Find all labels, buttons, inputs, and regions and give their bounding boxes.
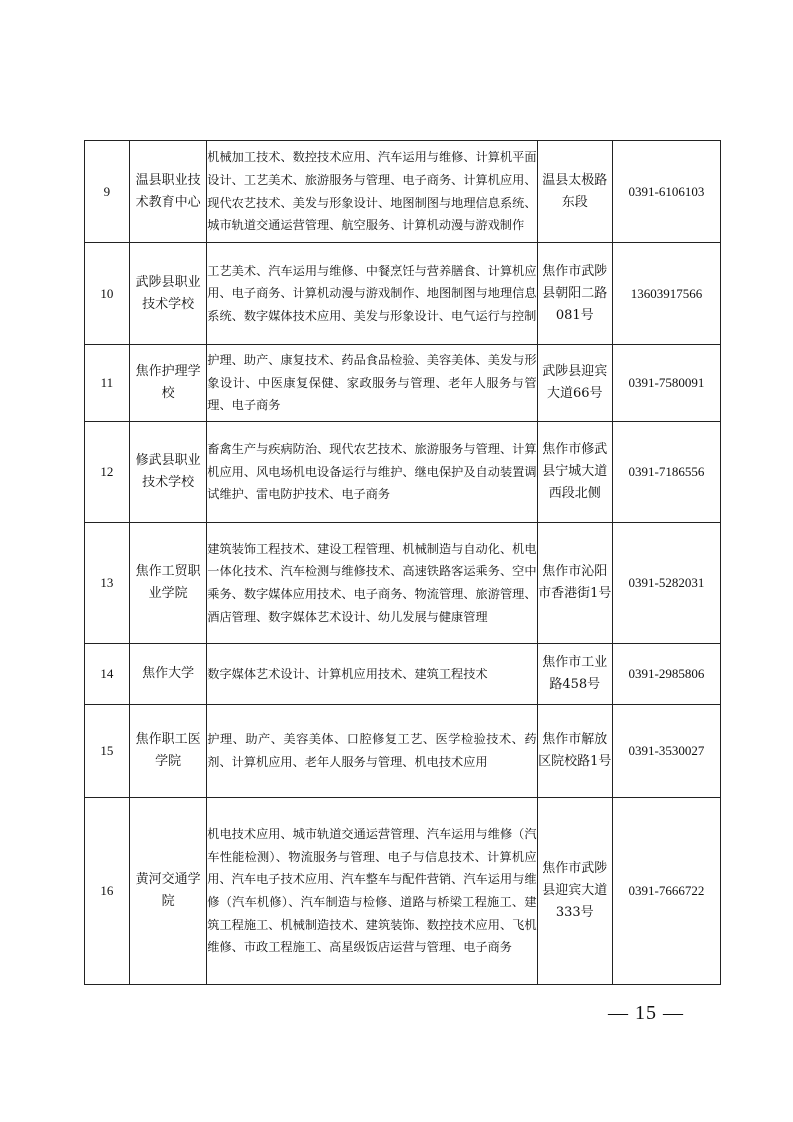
school-name: 焦作护理学校 xyxy=(129,345,206,422)
school-name: 焦作大学 xyxy=(129,644,206,705)
school-phone: 0391-3530027 xyxy=(612,705,720,798)
school-majors: 机电技术应用、城市轨道交通运营管理、汽车运用与维修（汽车性能检测）、物流服务与管理、电子与信息技术、计算机应用、汽车电子技术应用、汽车整车与配件营销、汽车运用与维修（汽车机修）、汽车制造与检修、道路与桥梁工程施工、建筑工程施工、机械制造技术、建筑装饰、数控技术应用、飞机维修、市政工程施工、高星级饭店运营与管理、电子商务 xyxy=(207,798,537,985)
school-majors: 建筑装饰工程技术、建设工程管理、机械制造与自动化、机电一体化技术、汽车检测与维修技术、高速铁路客运乘务、空中乘务、数字媒体应用技术、电子商务、物流管理、旅游管理、酒店管理、数字媒体艺术设计、幼儿发展与健康管理 xyxy=(207,523,537,644)
school-phone: 13603917566 xyxy=(612,243,720,345)
school-address: 焦作市沁阳市香港街1号 xyxy=(537,523,612,644)
row-number: 15 xyxy=(85,705,130,798)
school-majors: 工艺美术、汽车运用与维修、中餐烹饪与营养膳食、计算机应用、电子商务、计算机动漫与游戏制作、地图制图与地理信息系统、数字媒体技术应用、美发与形象设计、电气运行与控制 xyxy=(207,243,537,345)
table-row xyxy=(85,422,721,523)
school-majors: 畜禽生产与疾病防治、现代农艺技术、旅游服务与管理、计算机应用、风电场机电设备运行与维护、继电保护及自动装置调试维护、雷电防护技术、电子商务 xyxy=(207,422,537,523)
school-phone: 0391-7666722 xyxy=(612,798,720,985)
row-number: 16 xyxy=(85,798,130,985)
school-table xyxy=(84,140,721,985)
row-number: 12 xyxy=(85,422,130,523)
school-majors: 护理、助产、康复技术、药品食品检验、美容美体、美发与形象设计、中医康复保健、家政服务与管理、老年人服务与管理、电子商务 xyxy=(207,345,537,422)
school-phone: 0391-7580091 xyxy=(612,345,720,422)
table-row xyxy=(85,345,721,422)
school-address: 武陟县迎宾大道66号 xyxy=(537,345,612,422)
school-name: 黄河交通学院 xyxy=(129,798,206,985)
school-phone: 0391-5282031 xyxy=(612,523,720,644)
school-phone: 0391-7186556 xyxy=(612,422,720,523)
school-name: 武陟县职业技术学校 xyxy=(129,243,206,345)
table-row xyxy=(85,523,721,644)
school-address: 焦作市解放区院校路1号 xyxy=(537,705,612,798)
school-address: 焦作市武陟县迎宾大道333号 xyxy=(537,798,612,985)
row-number: 11 xyxy=(85,345,130,422)
school-address: 焦作市修武县宁城大道西段北侧 xyxy=(537,422,612,523)
school-address: 焦作市工业路458号 xyxy=(537,644,612,705)
row-number: 14 xyxy=(85,644,130,705)
school-address: 温县太极路东段 xyxy=(537,141,612,243)
page-number: — 15 — xyxy=(608,1002,684,1024)
school-majors: 机械加工技术、数控技术应用、汽车运用与维修、计算机平面设计、工艺美术、旅游服务与管理、电子商务、计算机应用、现代农艺技术、美发与形象设计、地图制图与地理信息系统、城市轨道交通运营管理、航空服务、计算机动漫与游戏制作 xyxy=(207,141,537,243)
row-number: 10 xyxy=(85,243,130,345)
row-number: 9 xyxy=(85,141,130,243)
school-majors: 数字媒体艺术设计、计算机应用技术、建筑工程技术 xyxy=(207,644,537,705)
school-phone: 0391-2985806 xyxy=(612,644,720,705)
school-address: 焦作市武陟县朝阳二路081号 xyxy=(537,243,612,345)
table-row xyxy=(85,243,721,345)
school-name: 温县职业技术教育中心 xyxy=(129,141,206,243)
school-name: 焦作工贸职业学院 xyxy=(129,523,206,644)
school-name: 焦作职工医学院 xyxy=(129,705,206,798)
school-name: 修武县职业技术学校 xyxy=(129,422,206,523)
table-row xyxy=(85,705,721,798)
row-number: 13 xyxy=(85,523,130,644)
school-phone: 0391-6106103 xyxy=(612,141,720,243)
table-row xyxy=(85,644,721,705)
school-majors: 护理、助产、美容美体、口腔修复工艺、医学检验技术、药剂、计算机应用、老年人服务与管理、机电技术应用 xyxy=(207,705,537,798)
table-row xyxy=(85,141,721,243)
table-row xyxy=(85,798,721,985)
